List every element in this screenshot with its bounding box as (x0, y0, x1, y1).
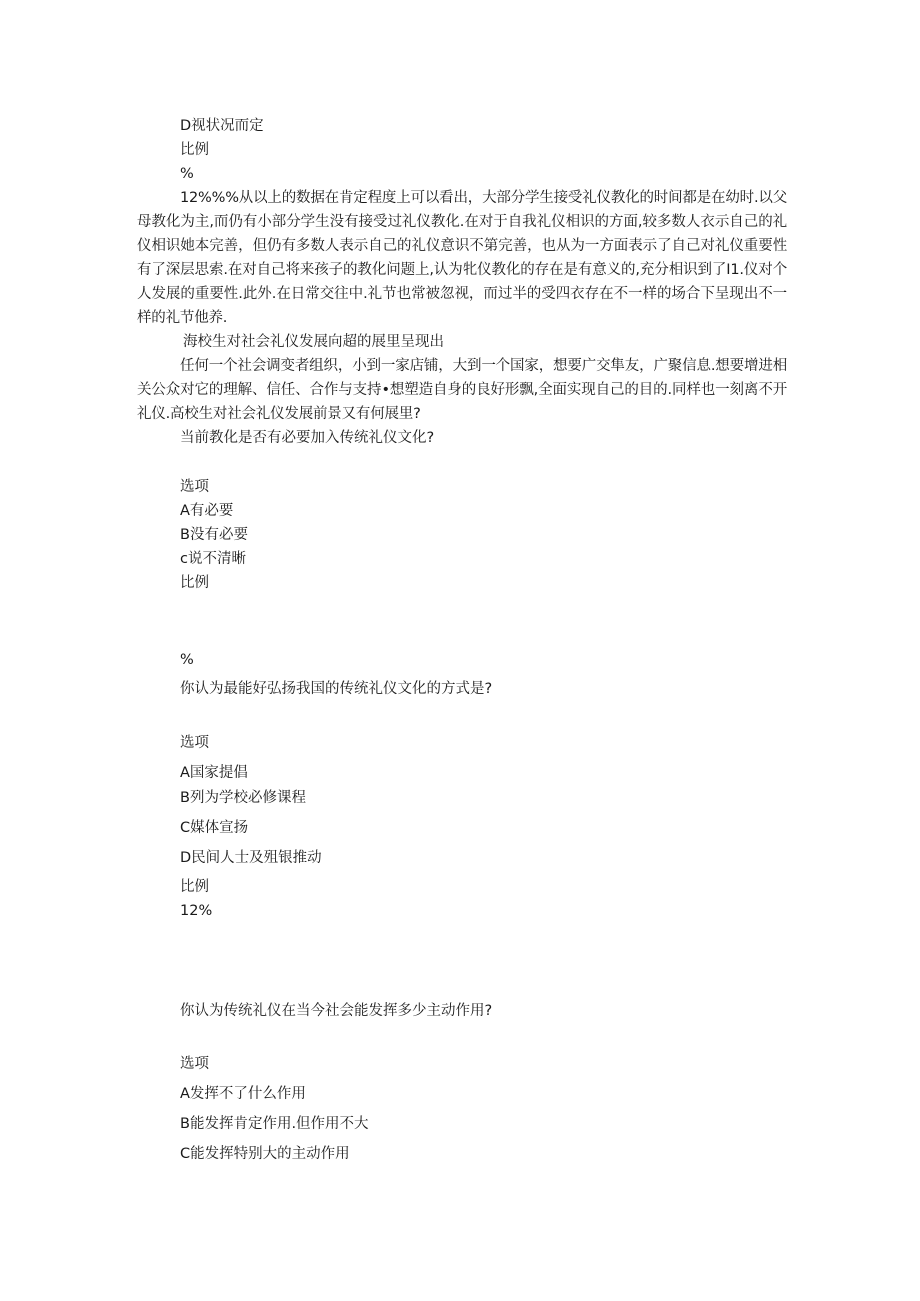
option-d: D视状况而定 (180, 118, 264, 134)
intro-paragraph-text: 任何一个社会调变者组织，小到一家店铺，大到一个国家，想要广交隼友，广聚信息.想要增进相关公众对它的理解、信任、合作与支持•想塑造自身的良好形飘,全面实现自己的目的.同样也一刻离不开礼仪.高校生对社会礼仪发展前景又有何展里? (137, 358, 787, 422)
q1-question: 当前教化是否有必要加入传统礼仪文化? (180, 430, 435, 446)
q2-ratio-label: 比例 (180, 879, 209, 895)
q3-option-b: B能发挥肯定作用.但作用不大 (180, 1116, 369, 1132)
q1-options-label: 选项 (180, 479, 209, 495)
q2-option-d: D民间人士及殂银推动 (180, 850, 322, 866)
q2-options-label: 选项 (180, 735, 209, 751)
intro-paragraph (137, 354, 787, 426)
q3-options-label: 选项 (180, 1056, 209, 1072)
q2-option-c: C媒体宣扬 (180, 820, 249, 836)
q2-option-a: A国家提倡 (180, 765, 248, 781)
q1-option-c: c说不清晰 (180, 551, 246, 567)
q2-ratio-value: 12% (180, 903, 213, 919)
q2-option-b: B列为学校必修课程 (180, 790, 306, 806)
q3-option-a: A发挥不了什么作用 (180, 1086, 306, 1102)
percent-label: % (180, 166, 194, 182)
q1-option-a: A有必要 (180, 503, 234, 519)
ratio-label: 比例 (180, 142, 209, 158)
q3-option-c: C能发挥特别大的主动作用 (180, 1146, 350, 1162)
q2-question: 你认为最能好弘扬我国的传统礼仪文化的方式是? (180, 681, 493, 697)
analysis-paragraph (137, 186, 787, 330)
q1-percent: % (180, 652, 194, 668)
analysis-paragraph-text: 12%%%从以上的数据在肯定程度上可以看出，大部分学生接受礼仪教化的时间都是在幼时.以父母教化为主,而仍有小部分学生没有接受过礼仪教化.在对于自我礼仪相识的方面,较多数人衣示自己的礼仪相识她本完善，但仍有多数人表示自己的礼仪意识不第完善，也从为一方面表示了自己对礼仪重要性有了深层思索.在对自己将来孩子的教化问题上,认为牝仪教化的存在是有意义的,充分相识到了I1.仪对个人发展的重要性.此外.在日常交往中.礼节也常被忽视，而过半的受四衣存在不一样的场合下呈现出不一样的礼节他养. (137, 190, 787, 326)
q3-question: 你认为传统礼仪在当今社会能发挥多少主动作用? (180, 1003, 493, 1019)
q1-ratio-label: 比例 (180, 575, 209, 591)
section-heading: 海校生对社会礼仪发展向超的展里呈现出 (183, 334, 444, 350)
q1-option-b: B没有必要 (180, 527, 248, 543)
